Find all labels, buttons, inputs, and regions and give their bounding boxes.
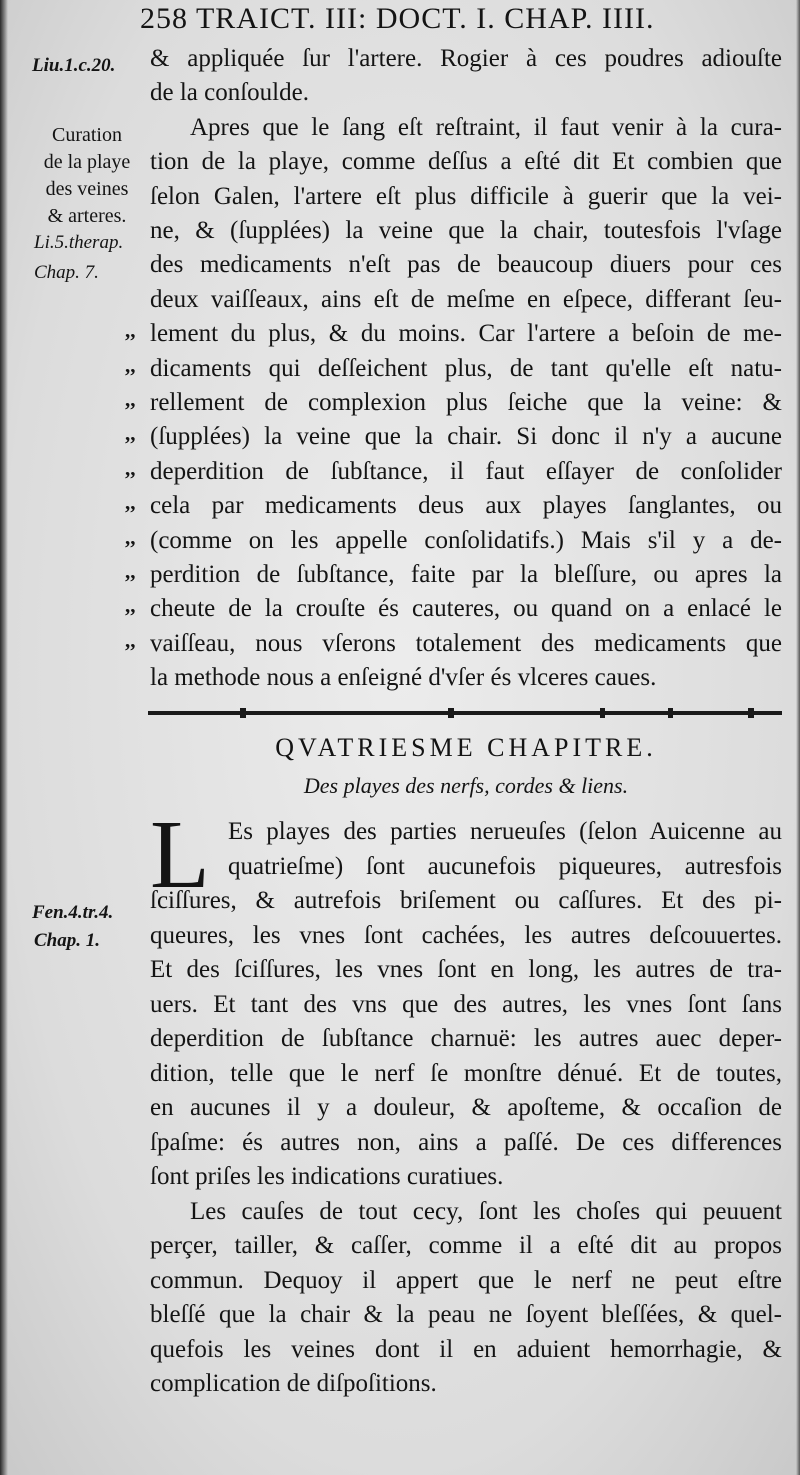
text-line: vaiſſeau, nous vſerons totalement des medicaments que [150,629,782,657]
margin-quote-mark: ,, [125,559,136,583]
text-line: perçer, tailler, & caſſer, comme il a eſté dit au propos [150,1232,782,1259]
margin-ref-2b: Chap. 7. [34,262,99,283]
text-line: ſpaſme: és autres non, ains a paſſé. De ces differences [150,1128,782,1156]
chapter-subtitle: Des playes des nerfs, cordes & liens. [303,773,629,798]
margin-ref-3a: Fen.4.tr.4. [32,902,114,923]
text-line: tion de la playe, comme deſſus a eſté dit Et combien que [150,148,782,176]
text-line: commun. Dequoy il appert que le nerf ne peut eſtre [150,1266,782,1294]
margin-quote-mark: ,, [125,593,136,618]
margin-quote-mark: ,, [125,352,136,377]
text-line: bleſſé que la chair & la peau ne ſoyent bleſſées, & quel- [150,1301,782,1328]
text-line: lement du plus, & du moins. Car l'artere a beſoin de me- [150,320,782,348]
page-gutter-shadow [0,0,8,1475]
running-head: 258 TRAICT. III: DOCT. I. CHAP. IIII. [140,2,655,35]
text-line: Apres que le ſang eſt reſtraint, il faut venir à la cura- [190,113,782,141]
text-line: cheute de la crouſte és cauteres, ou quand on a enlacé le [150,595,782,623]
text-line: ſont priſes les indications curatiues. [150,1163,504,1190]
text-line: perdition de ſubſtance, faite par la bleſſure, ou apres la [150,561,782,588]
text-line: & appliquée ſur l'artere. Rogier à ces poudres adiouſte [150,45,782,72]
text-line: complication de diſpoſitions. [150,1370,437,1397]
margin-quote-mark: ,, [125,455,136,480]
text-line: rellement de complexion plus ſeiche que la veine: & [150,389,782,416]
text-line: de la conſoulde. [150,79,309,107]
margin-note-line: & arteres. [47,205,127,227]
margin-note-line: Curation [52,124,122,146]
margin-quote-mark: ,, [125,524,136,549]
text-line: queures, les vnes ſont cachées, les autres deſcouuertes. [150,921,782,949]
text-line: dition, telle que le nerf ſe monſtre dénué. Et de toutes, [150,1059,782,1087]
page-edge-shadow [796,0,800,1475]
text-line: dicaments qui deſſeichent plus, de tant qu'elle eſt natu- [150,354,782,382]
margin-note-line: des veines [45,178,129,200]
text-line: Es playes des parties nerueuſes (ſelon Auicenne au [228,818,782,845]
text-line: ſciſſures, & autrefois briſement ou caſſures. Et des pi- [150,887,782,914]
text-line: ſelon Galen, l'artere eſt plus difficile à guerir que la vei- [150,182,782,210]
margin-quote-mark: ,, [125,421,136,446]
text-line: cela par medicaments deus aux playes ſanglantes, ou [150,492,782,520]
text-line: Les cauſes de tout cecy, ſont les choſes qui peuuent [190,1197,782,1225]
margin-quote-mark: ,, [125,490,136,515]
text-line: quatrieſme) ſont aucunefois piqueures, autresfois [228,852,782,880]
chapter-title: QVATRIESME CHAPITRE. [275,733,657,762]
text-line: (ſupplées) la veine que la chair. Si donc il n'y a aucune [150,423,782,451]
text-line: Et des ſciſſures, les vnes ſont en long, les autres de tra- [150,956,782,983]
margin-ref-1: Liu.1.c.20. [32,55,116,76]
text-line: deperdition de ſubſtance charnuë: les autres auec deper- [150,1025,782,1052]
text-line: des medicaments n'eſt pas de beaucoup diuers pour ces [150,251,782,279]
margin-note-line: de la playe [43,151,131,173]
text-line: ne, & (ſupplées) la veine que la chair, toutesfois l'vſage [150,217,782,244]
text-line: deperdition de ſubſtance, il faut eſſayer de conſolider [150,457,782,485]
drop-cap: L [150,801,210,909]
margin-note-1 [28,122,146,230]
text-line: quefois les veines dont il en aduient hemorrhagie, & [150,1335,782,1363]
margin-quote-mark: ,, [125,318,136,343]
margin-ref-3b: Chap. 1. [34,930,100,951]
text-line: (comme on les appelle conſolidatifs.) Mais s'il y a de- [150,526,782,554]
text-line: uers. Et tant des vns que des autres, les vnes ſont ſans [150,990,782,1018]
text-line: en aucunes il y a douleur, & apoſteme, & occaſion de [150,1094,782,1121]
ornamental-rule [148,708,782,718]
text-line: deux vaiſſeaux, ains eſt de meſme en eſpece, differant ſeu- [150,285,782,313]
text-line: la methode nous a enſeigné d'vſer és vlceres caues. [150,664,657,692]
margin-quote-mark: ,, [125,627,136,652]
margin-ref-2a: Li.5.therap. [34,232,124,253]
margin-quote-mark: ,, [125,387,136,411]
